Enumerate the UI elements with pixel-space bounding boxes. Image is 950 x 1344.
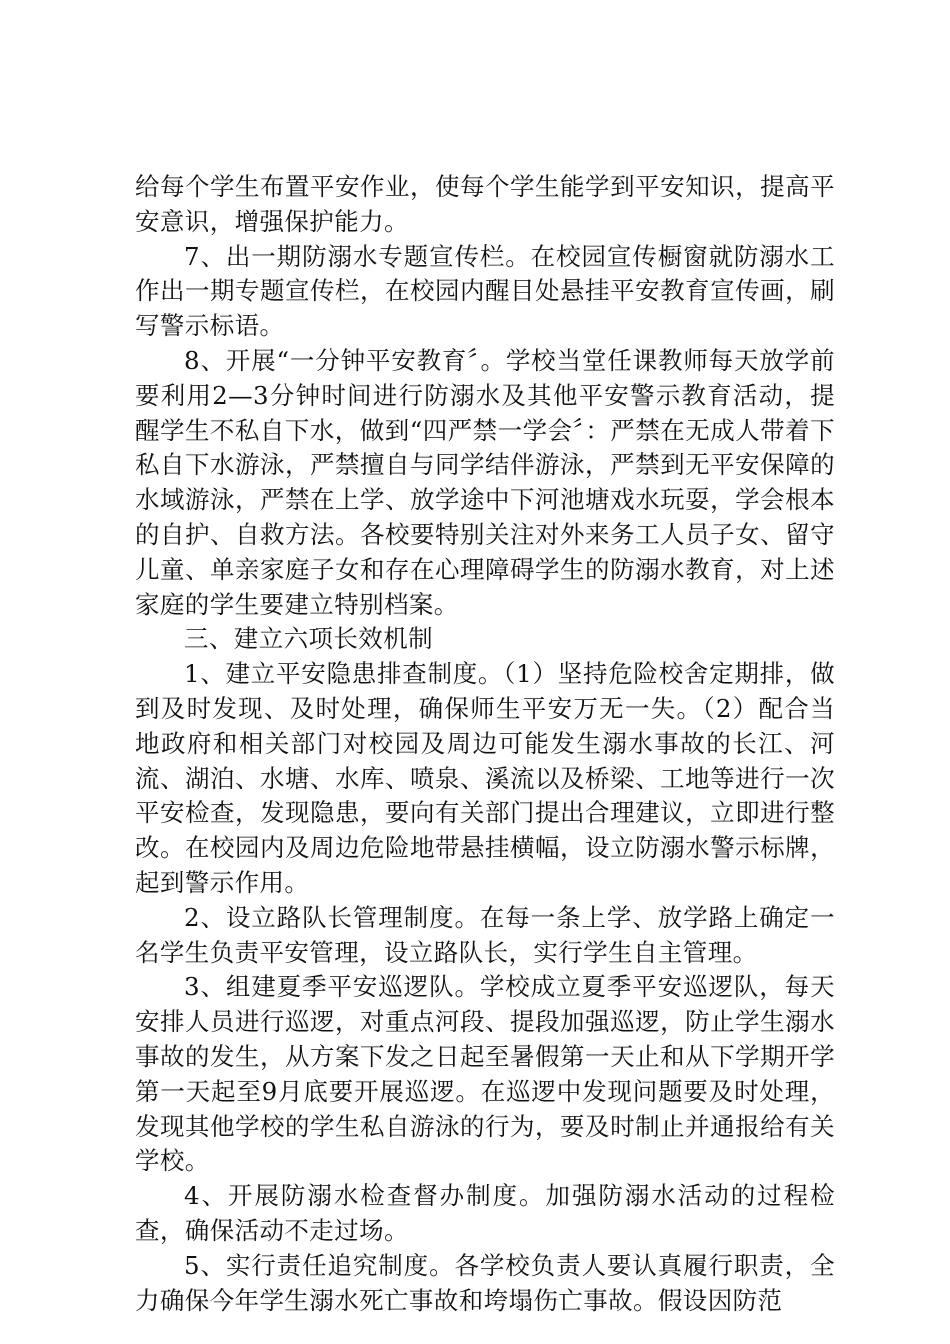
- paragraph-8: 4、开展防溺水检查督办制度。加强防溺水活动的过程检查，确保活动不走过场。: [135, 1181, 835, 1245]
- paragraph-3: 8、开展“一分钟平安教育〞。学校当堂任课教师每天放学前要利用2—3分钟时间进行防溺水及其他平安警示教育活动，提醒学生不私自下水，做到“四严禁一学会〞：严禁在无成人带着下私自下水游泳，严禁擅自与同学结伴游泳，严禁到无平安保障的水域游泳，严禁在上学、放学途中下河池塘戏水玩耍，学会根本的自护、自救方法。各校要特别关注对外来务工人员子女、留守儿童、单亲家庭子女和存在心理障碍学生的防溺水教育，对上述家庭的学生要建立特别档案。: [135, 345, 835, 619]
- paragraph-1: 给每个学生布置平安作业，使每个学生能学到平安知识，提高平安意识，增强保护能力。: [135, 172, 835, 236]
- paragraph-9: 5、实行责任追究制度。各学校负责人要认真履行职责，全力确保今年学生溺水死亡事故和垮塌伤亡事故。假设因防范: [135, 1250, 835, 1315]
- paragraph-6: 2、设立路队长管理制度。在每一条上学、放学路上确定一名学生负责平安管理，设立路队长，实行学生自主管理。: [135, 902, 835, 967]
- document-body: [135, 170, 835, 1318]
- paragraph-5: 1、建立平安隐患排查制度。（1）坚持危险校舍定期排，做到及时发现、及时处理，确保师生平安万无一失。（2）配合当地政府和相关部门对校园及周边可能发生溺水事故的长江、河流、湖泊、水塘、水库、喷泉、溪流以及桥梁、工地等进行一次平安检查，发现隐患，要向有关部门提出合理建议，立即进行整改。在校园内及周边危险地带悬挂横幅，设立防溺水警示标牌，起到警示作用。: [135, 659, 835, 897]
- paragraph-7: 3、组建夏季平安巡逻队。学校成立夏季平安巡逻队，每天安排人员进行巡逻，对重点河段、提段加强巡逻，防止学生溺水事故的发生，从方案下发之日起至暑假第一天止和从下学期开学第一天起至9月底要开展巡逻。在巡逻中发现问题要及时处理，发现其他学校的学生私自游泳的行为，要及时制止并通报给有关学校。: [135, 972, 835, 1176]
- section-heading: 三、建立六项长效机制: [184, 624, 433, 654]
- paragraph-2: 7、出一期防溺水专题宣传栏。在校园宣传橱窗就防溺水工作出一期专题宣传栏，在校园内醒目处悬挂平安教育宣传画，刷写警示标语。: [135, 241, 835, 341]
